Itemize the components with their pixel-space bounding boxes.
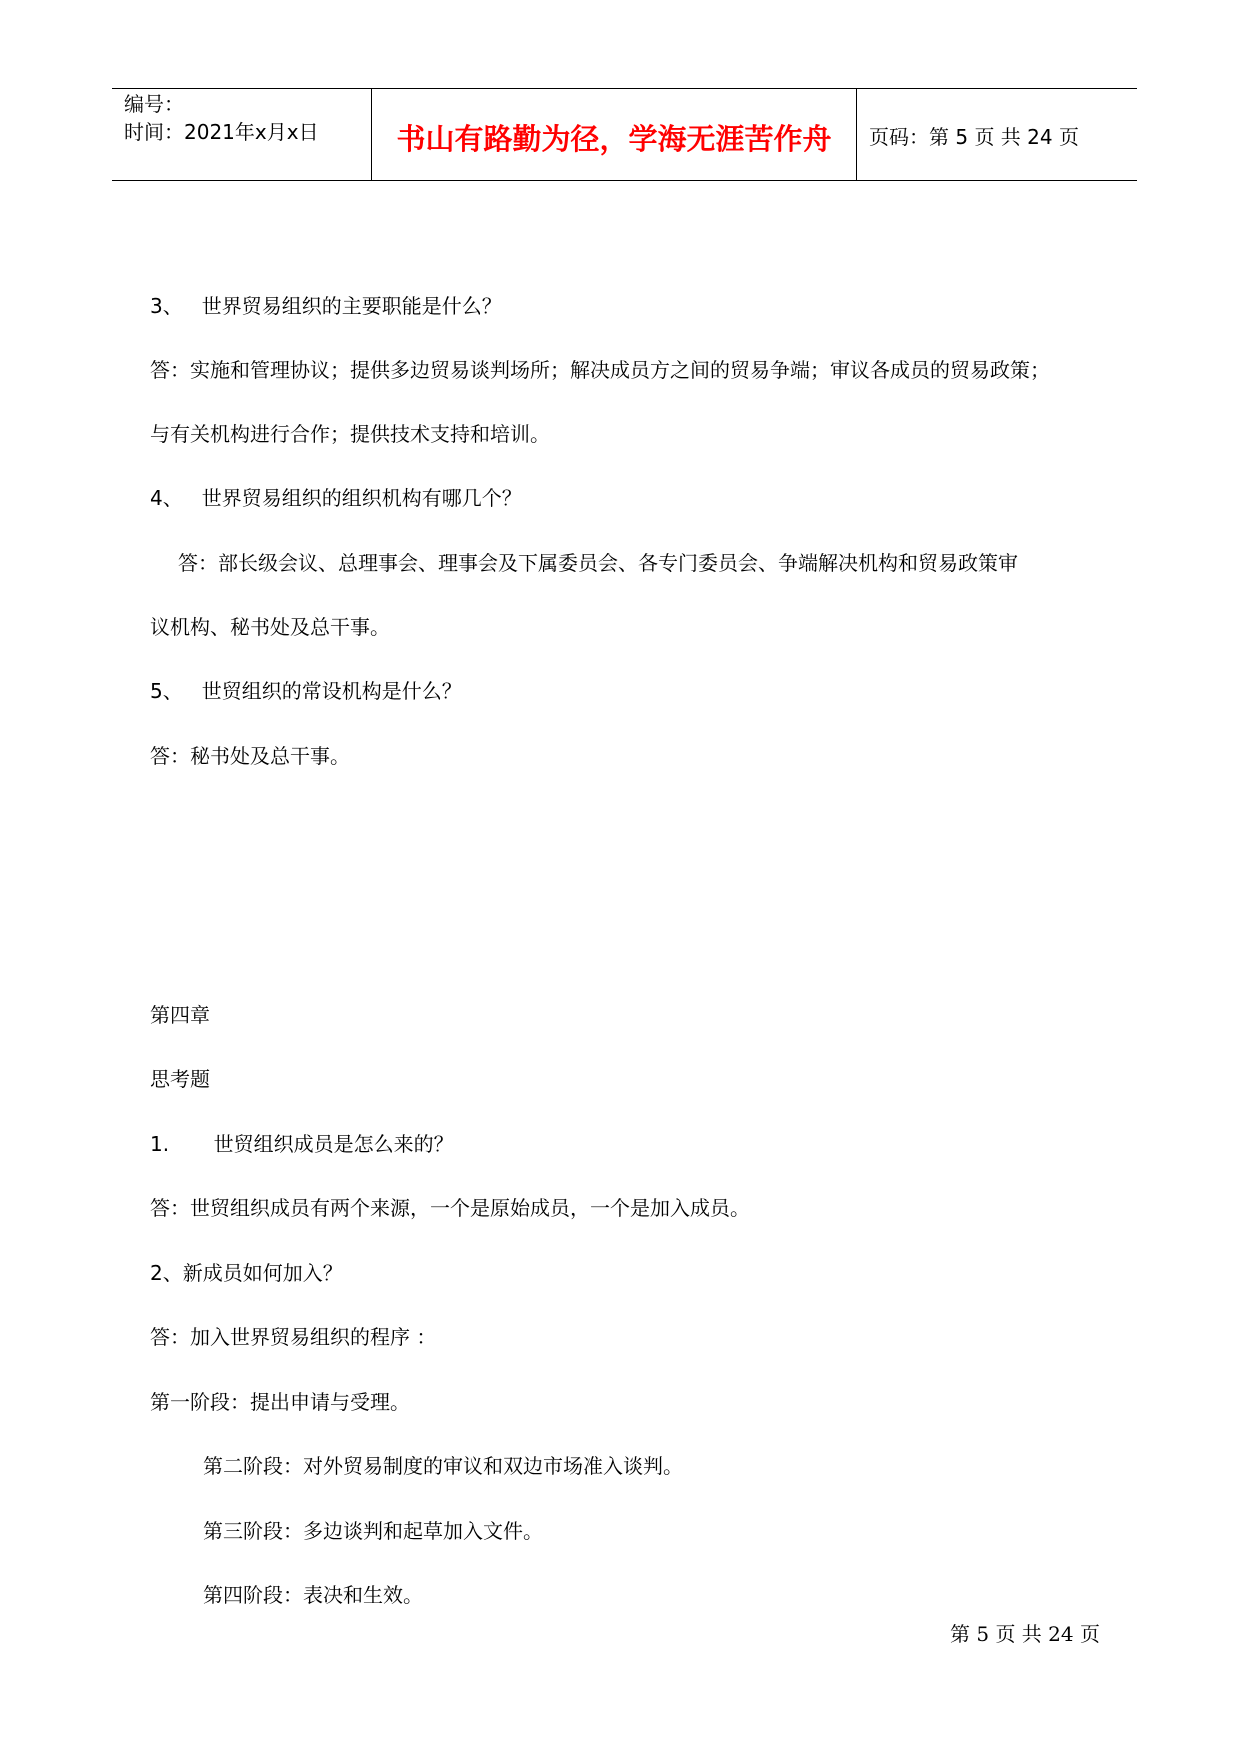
document-time-label: 时间：2021年x月x日 xyxy=(124,120,319,144)
page-footer: 第 5 页 共 24 页 xyxy=(950,1622,1100,1646)
answer-5: 答：秘书处及总干事。 xyxy=(150,744,350,768)
header-right-cell xyxy=(857,89,1137,180)
stage-4: 第四阶段：表决和生效。 xyxy=(203,1583,423,1607)
answer-4-line-2: 议机构、秘书处及总干事。 xyxy=(150,615,390,639)
chapter-title: 第四章 xyxy=(150,1003,210,1027)
answer-3-line-2: 与有关机构进行合作；提供技术支持和培训。 xyxy=(150,422,550,446)
answer-4-line-1: 答：部长级会议、总理事会、理事会及下属委员会、各专门委员会、争端解决机构和贸易政策审 xyxy=(178,551,1018,575)
header-mid-cell xyxy=(372,89,857,180)
document-number-label: 编号： xyxy=(124,92,184,116)
chapter4-question-2: 2、新成员如何加入？ xyxy=(150,1261,343,1285)
stage-3: 第三阶段：多边谈判和起草加入文件。 xyxy=(203,1519,543,1543)
stage-2: 第二阶段：对外贸易制度的审议和双边市场准入谈判。 xyxy=(203,1454,683,1478)
section-title: 思考题 xyxy=(150,1067,210,1091)
question-4: 4、 世界贸易组织的组织机构有哪几个？ xyxy=(150,486,522,510)
question-3: 3、 世界贸易组织的主要职能是什么？ xyxy=(150,294,502,318)
header-page-label: 页码：第 5 页 共 24 页 xyxy=(869,125,1079,149)
chapter4-question-1: 1. 世贸组织成员是怎么来的？ xyxy=(150,1132,454,1156)
chapter4-answer-2-intro: 答：加入世界贸易组织的程序 ： xyxy=(150,1325,437,1349)
question-5: 5、 世贸组织的常设机构是什么？ xyxy=(150,679,462,703)
chapter4-answer-1: 答：世贸组织成员有两个来源，一个是原始成员，一个是加入成员。 xyxy=(150,1196,750,1220)
header-motto: 书山有路勤为径，学海无涯苦作舟 xyxy=(396,122,832,156)
answer-3-line-1: 答：实施和管理协议；提供多边贸易谈判场所；解决成员方之间的贸易争端；审议各成员的贸易政策； xyxy=(150,358,1050,382)
page-header xyxy=(112,88,1137,181)
header-left-cell xyxy=(112,89,372,180)
stage-1: 第一阶段：提出申请与受理。 xyxy=(150,1390,410,1414)
